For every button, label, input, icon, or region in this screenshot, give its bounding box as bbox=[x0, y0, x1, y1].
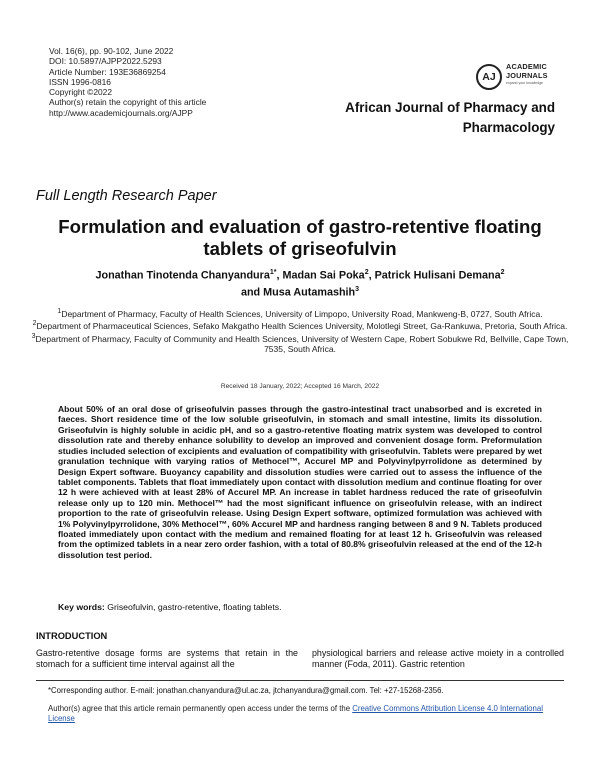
license-statement bbox=[48, 704, 568, 724]
author-list bbox=[50, 266, 550, 300]
affiliation bbox=[30, 332, 570, 355]
meta-issn: ISSN 1996-0816 bbox=[49, 76, 111, 87]
meta-url[interactable]: http://www.academicjournals.org/AJPP bbox=[49, 107, 193, 118]
author-sep: , bbox=[368, 269, 375, 282]
logo-wordmark bbox=[506, 63, 548, 80]
intro-column-left: Gastro-retentive dosage forms are systems that retain in the stomach for a sufficient time interval against all the bbox=[36, 648, 298, 669]
affiliation-sup: 3 bbox=[31, 332, 36, 340]
affiliation bbox=[30, 307, 570, 319]
author-sup: 2 bbox=[500, 269, 505, 276]
author-sep: , bbox=[276, 269, 283, 282]
aj-logo-icon: AJ bbox=[476, 64, 502, 90]
meta-article-number: Article Number: 193E36869254 bbox=[49, 66, 166, 77]
meta-copyright: Copyright ©2022 bbox=[49, 87, 112, 98]
affiliations bbox=[30, 307, 570, 354]
introduction-heading: INTRODUCTION bbox=[36, 631, 108, 641]
author-name: Madan Sai Poka bbox=[282, 269, 365, 282]
paper-title: Formulation and evaluation of gastro-retentive floating tablets of griseofulvin bbox=[58, 216, 542, 259]
journal-name-line2: Pharmacology bbox=[462, 119, 555, 135]
affiliation-sup: 2 bbox=[32, 320, 37, 328]
author-sup: 3 bbox=[355, 286, 360, 294]
footnote-divider bbox=[36, 680, 564, 681]
author-name: and Musa Autamashih bbox=[240, 286, 356, 299]
received-dates: Received 18 January, 2022; Accepted 16 March, 2022 bbox=[220, 383, 380, 390]
corresponding-author-footnote: *Corresponding author. E-mail: jonathan.chanyandura@ul.ac.za, jtchanyandura@gmail.com. Tel: +27-15268-2356. bbox=[48, 686, 444, 695]
intro-column-right: physiological barriers and release active moiety in a controlled manner (Foda, 2011). Gastric retention bbox=[312, 648, 564, 669]
license-link[interactable]: Creative Commons Attribution License 4.0 International License bbox=[48, 704, 543, 724]
abstract: About 50% of an oral dose of griseofulvin passes through the gastro-intestinal tract unabsorbed and is excreted in faeces. Short residence time of the low soluble griseofulvin, in stomach and small intestine, limits its dissolution. Griseofulvin is highly soluble in acidic pH, and so a gastro-retentive floating matrix system was developed to control dissolution rate and thereby enhance solubility to develop an improved and convenient dosage form. Preformulation studies included selection of excipients and evaluation of compatibility with griseofulvin. Tablets were prepared by wet granulation technique with varying ratios of Methocel™, Accurel MP and Polyvinylpyrrolidone as determined by Design Expert software. Buoyancy capability and dissolution studies were carried out to assess the influence of the tablet components. Tablets that float immediately upon contact with dissolution medium and continue floating for over 12 h were achieved with at least 28% of Accurel MP. An increase in tablet hardness reduced the rate of griseofulvin release only up to 120 min. Methocel™ had the most significant influence on griseofulvin release, with an indirect proportion to the rate of griseofulvin release. Using Design Expert software, optimized formulation was achieved with 1% Polyvinylpyrrolidone, 30% Methocel™, 60% Accurel MP and hardness ranging between 8 and 9 N. Tablets produced floated immediately upon contact with the medium and remained floating for at least 12 h. Griseofulvin was released from the optimized tablets in a near zero order fashion, with a total of 80.8% griseofulvin released at the end of the 12-h dissolution test period. bbox=[58, 404, 542, 560]
logo-line1: ACADEMIC bbox=[506, 62, 547, 71]
meta-volume: Vol. 16(6), pp. 90-102, June 2022 bbox=[49, 46, 174, 56]
keywords-text: Griseofulvin, gastro-retentive, floating tablets. bbox=[104, 602, 282, 612]
author-name: Jonathan Tinotenda Chanyandura bbox=[95, 269, 270, 282]
affiliation-text: Department of Pharmacy, Faculty of Community and Health Sciences, University of Western Cape, Robert Sobukwe Rd, Bellville, Cape Town, 7535, South Africa. bbox=[35, 333, 569, 354]
keywords bbox=[58, 602, 282, 612]
affiliation-text: Department of Pharmaceutical Sciences, Sefako Makgatho Health Sciences University, Molotlegi Street, Ga-Rankuwa, Pretoria, South Africa. bbox=[36, 321, 568, 332]
license-prefix: Author(s) agree that this article remain permanently open access under the terms of the bbox=[48, 704, 353, 713]
affiliation-sup: 1 bbox=[57, 308, 62, 315]
paper-type: Full Length Research Paper bbox=[36, 188, 217, 204]
article-metadata bbox=[49, 46, 206, 118]
journal-name bbox=[345, 98, 555, 137]
journal-name-line1: African Journal of Pharmacy and bbox=[345, 100, 555, 115]
author-name: Patrick Hulisani Demana bbox=[374, 269, 501, 282]
author-sup: 1* bbox=[269, 269, 277, 276]
author-sup: 2 bbox=[364, 269, 369, 276]
affiliation bbox=[30, 319, 570, 331]
logo-tagline: expand your knowledge bbox=[506, 81, 543, 85]
meta-doi: DOI: 10.5897/AJPP2022.5293 bbox=[49, 56, 162, 67]
academic-journals-logo bbox=[476, 58, 576, 94]
meta-rights: Author(s) retain the copyright of this article bbox=[49, 97, 207, 108]
keywords-label: Key words: bbox=[58, 602, 105, 612]
affiliation-text: Department of Pharmacy, Faculty of Health Sciences, University of Limpopo, University Road, Mankweng-B, 0727, South Africa. bbox=[61, 308, 543, 319]
logo-line2: JOURNALS bbox=[506, 70, 548, 80]
